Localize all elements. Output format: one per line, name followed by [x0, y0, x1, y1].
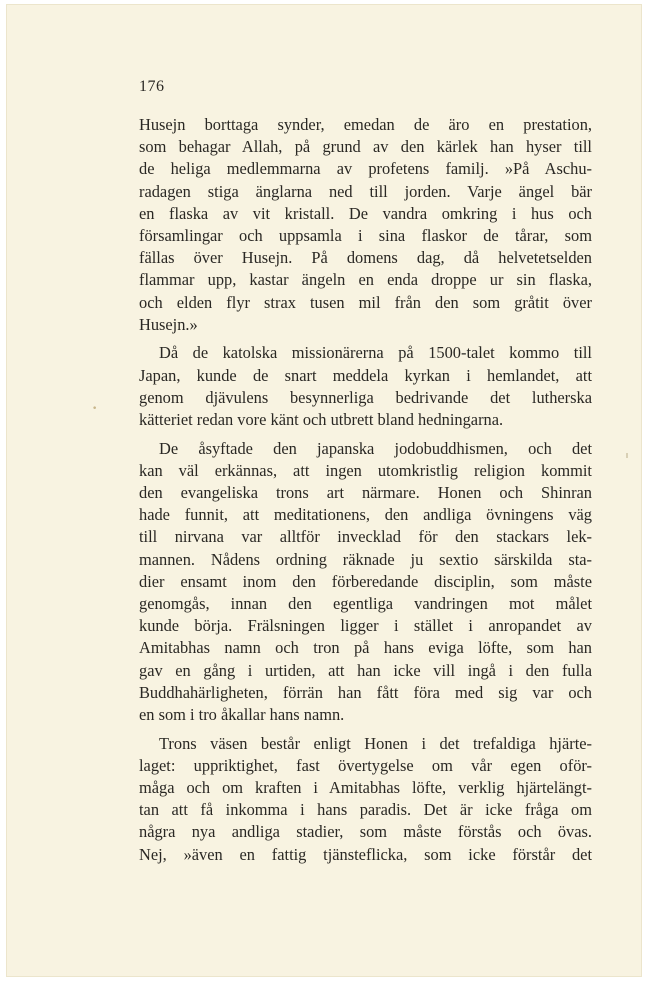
text-line: kunde börja. Frälsningen ligger i stället i anropandet av	[139, 616, 592, 636]
text-line: Husejn borttaga synder, emedan de äro en prestation,	[139, 115, 592, 134]
text-line: några nya andliga stadier, som måste förstås och övas.	[139, 822, 592, 842]
text-line: en som i tro åkallar hans namn.	[139, 704, 345, 724]
text-line: Nej, »även en fattig tjänsteflicka, som icke förstår det	[139, 844, 592, 864]
text-line: församlingar och uppsamla i sina flaskor de tårar, som	[139, 225, 592, 245]
text-line: laget: uppriktighet, fast övertygelse om vår egen oför-	[139, 755, 592, 775]
text-line: kan väl erkännas, att ingen utomkristlig religion kommit	[139, 460, 592, 480]
page-number: 176	[139, 78, 165, 95]
text-line: radagen stiga änglarna ned till jorden. Varje ängel bär	[139, 181, 592, 201]
text-line: en flaska av vit kristall. De vandra omkring i hus och	[139, 203, 592, 223]
text-line: de heliga medlemmarna av profetens familj. »På Aschu-	[139, 159, 592, 179]
text-line: genom djävulens besynnerliga bedrivande det lutherska	[139, 387, 592, 407]
text-line: Då de katolska missionärerna på 1500-talet kommo till	[159, 343, 592, 363]
text-line: Buddhahärligheten, förrän han fått föra med sig var och	[139, 682, 592, 702]
text-line: och elden flyr strax tusen mil från den som gråtit över	[139, 292, 592, 312]
text-line: De åsyftade den japanska jodobuddhismen, och det	[159, 438, 592, 458]
text-line: dier ensamt inom den förberedande disciplin, som måste	[139, 571, 592, 591]
paragraph-2	[139, 342, 592, 431]
paper-speck	[626, 453, 628, 458]
paragraph-4	[139, 733, 592, 866]
text-line: hade funnit, att meditationens, den andliga övningens väg	[139, 505, 592, 525]
text-line: Husejn.»	[139, 314, 198, 334]
book-page	[6, 4, 642, 977]
text-line: mannen. Nådens ordning räknade ju sextio särskilda sta-	[139, 549, 592, 569]
text-line: fällas över Husejn. På domens dag, då helvetetselden	[139, 248, 592, 268]
text-line: till nirvana var alltför invecklad för den stackars lek-	[139, 527, 592, 547]
text-line: Amitabhas namn och tron på hans eviga löfte, som han	[139, 638, 592, 658]
margin-mark: •	[92, 404, 98, 414]
text-line: gav en gång i urtiden, att han icke vill ingå i den fulla	[139, 660, 592, 680]
text-line: flammar upp, kastar ängeln en enda droppe ur sin flaska,	[139, 270, 592, 290]
text-line: måga och om kraften i Amitabhas löfte, verklig hjärtelängt-	[139, 777, 592, 797]
text-line: Trons väsen består enligt Honen i det trefaldiga hjärte-	[159, 733, 592, 753]
text-line: kätteriet redan vore känt och utbrett bland hedningarna.	[139, 409, 504, 429]
text-line: Japan, kunde de snart meddela kyrkan i hemlandet, att	[139, 365, 592, 385]
text-line: den evangeliska trons art närmare. Honen och Shinran	[139, 483, 592, 502]
body-text	[139, 114, 592, 872]
paragraph-3	[139, 438, 592, 726]
text-line: som behagar Allah, på grund av den kärlek han hyser till	[139, 137, 592, 157]
paragraph-1	[139, 114, 592, 336]
text-line: tan att få inkomma i hans paradis. Det är icke fråga om	[139, 800, 592, 820]
text-line: genomgås, innan den egentliga vandringen mot målet	[139, 593, 592, 613]
